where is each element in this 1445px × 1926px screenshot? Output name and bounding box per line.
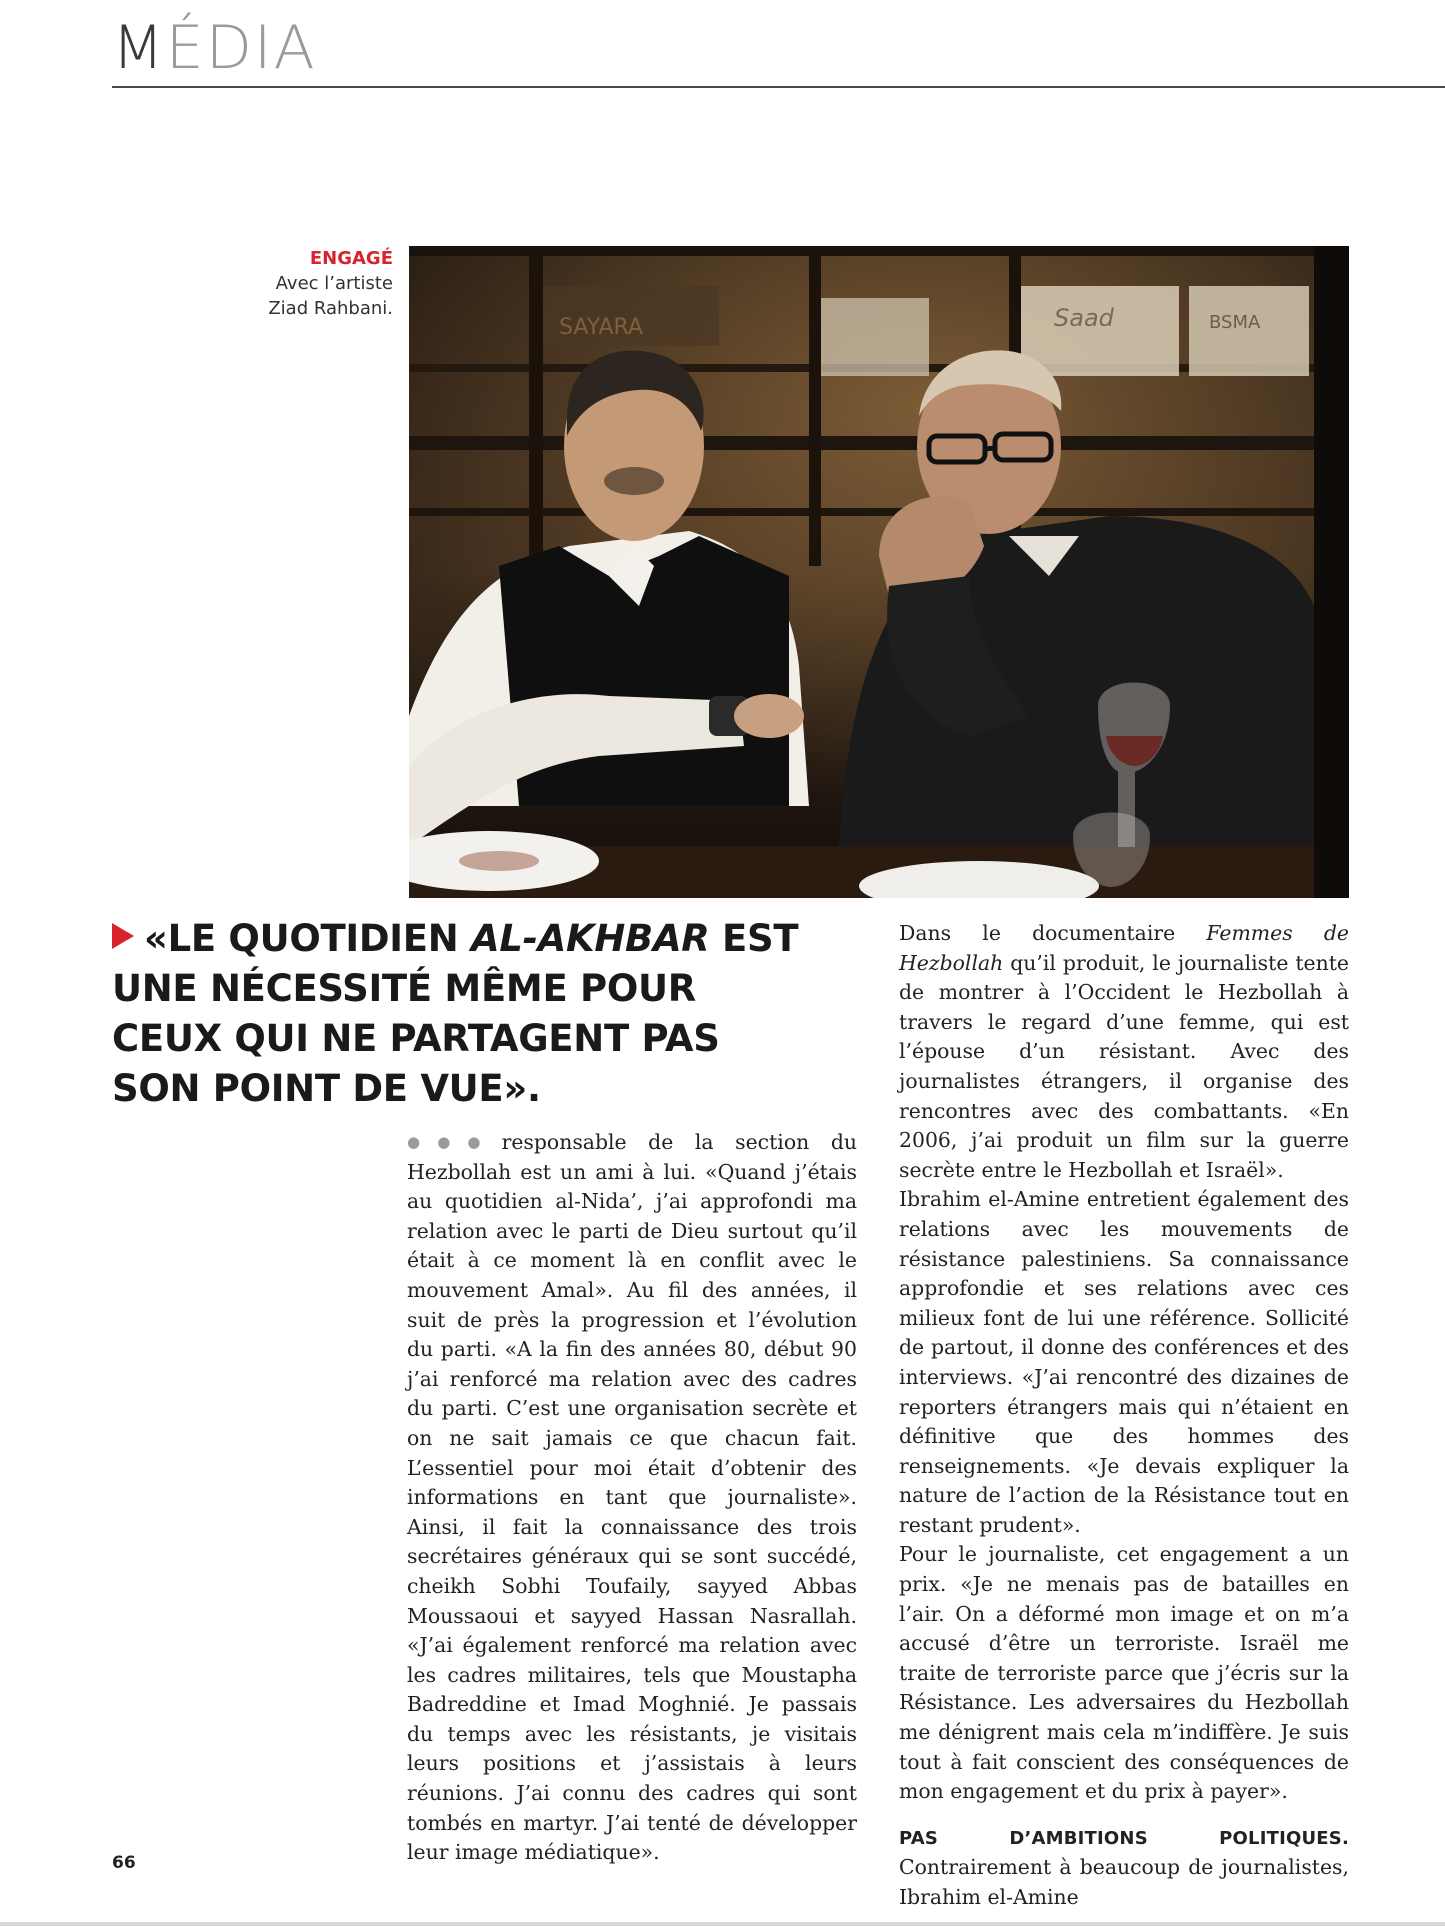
right-paragraph-1 (899, 919, 1349, 1185)
sign-text-2: Saad (1054, 304, 1114, 332)
article-column-left (407, 1128, 857, 1868)
caption-line-1: Avec l’artiste (275, 273, 393, 294)
section-title (112, 13, 317, 83)
pull-quote-part-1: «LE QUOTIDIEN (144, 917, 471, 960)
pull-quote-part-2: EST UNE NÉCESSITÉ MÊME POUR CEUX QUI NE PARTAGENT PAS SON POINT DE VUE». (112, 917, 799, 1110)
caption-line-2: Ziad Rahbani. (268, 298, 393, 319)
paragraph-spacer (899, 1807, 1349, 1823)
right-paragraph-3: Pour le journaliste, cet engagement a un prix. «Je ne menais pas de batailles en l’air. On a déformé mon image et on m’a accusé d’être un terroriste. Israël me traite de terroriste parce que j’écris sur la Résistance. Les adversaires du Hezbollah me dénigrent mais cela m’indiffère. Je suis tout à fait conscient des conséquences de mon engagement et du prix à payer». (899, 1542, 1349, 1804)
photo-illustration (409, 246, 1349, 898)
bottom-bar (0, 1922, 1445, 1926)
right-paragraph-2: Ibrahim el-Amine entretient également des relations avec les mouvements de résistance palestiniens. Sa connaissance approfondie et ses relations avec ces milieux font de lui une référence. Sollicité de partout, il donne des conférences et des interviews. «J’ai rencontré des dizaines de reporters étrangers mais qui n’étaient en définitive que des hommes des renseignements. «Je devais expliquer la nature de l’action de la Résistance tout en restant prudent». (899, 1187, 1349, 1537)
right-p1-text-before: Dans le documentaire (899, 921, 1207, 945)
left-column-paragraph (407, 1128, 857, 1868)
article-column-right (899, 919, 1349, 1913)
right-p4-text: Contrairement à beaucoup de journalistes, Ibrahim el-Amine (899, 1855, 1349, 1909)
section-title-rest: ÉDIA (165, 13, 317, 83)
header-rule (112, 86, 1445, 88)
section-title-initial: M (112, 13, 166, 83)
continuation-dots-icon: ●●● (407, 1133, 498, 1151)
pull-quote (112, 914, 812, 1114)
sign-text-3: BSMA (1209, 312, 1261, 333)
right-paragraph-4 (899, 1823, 1349, 1913)
pull-quote-italic-title: AL-AKHBAR (471, 917, 710, 960)
page-number: 66 (112, 1853, 136, 1873)
left-column-text: responsable de la section du Hezbollah est un ami à lui. «Quand j’étais au quotidien al-Nida’, j’ai approfondi ma relation avec le parti de Dieu surtout qu’il était à ce moment là en conflit avec le mouvement Amal». Au fil des années, il suit de près la progression et l’évolution du parti. «A la fin des années 80, début 90 j’ai renforcé ma relation avec des cadres du parti. C’est une organisation secrète et on ne sait jamais ce que chacun fait. L’essentiel pour moi était d’obtenir des informations en tant que journaliste». Ainsi, il fait la connaissance des trois secrétaires généraux qui se sont succédé, cheikh Sobhi Toufaily, sayyed Abbas Moussaoui et sayyed Hassan Nasrallah. «J’ai également renforcé ma relation avec les cadres militaires, tels que Moustapha Badreddine et Imad Moghnié. Je passais du temps avec les résistants, je visitais leurs positions et j’assistais à leurs réunions. J’ai connu des cadres qui sont tombés en martyr. J’ai tenté de développer leur image médiatique». (407, 1130, 858, 1865)
caption-kicker: ENGAGÉ (309, 248, 393, 269)
documentary-title: Femmes de Hezbollah (899, 921, 1349, 975)
right-p1-text-after: qu’il produit, le journaliste tente de montrer à l’Occident le Hezbollah à travers le regard d’une femme, qui est l’épouse d’un résistant. Avec des journalistes étrangers, il organise des rencontres avec des combattants. «En 2006, j’ai produit un film sur la guerre secrète entre le Hezbollah et Israël». (899, 950, 1349, 1182)
sign-text-1: SAYARA (559, 315, 643, 340)
red-triangle-icon (112, 923, 134, 949)
subhead-lead-in: PAS D’AMBITIONS POLITIQUES. (899, 1827, 1349, 1849)
photo-caption (268, 246, 393, 321)
article-photo (409, 246, 1349, 898)
